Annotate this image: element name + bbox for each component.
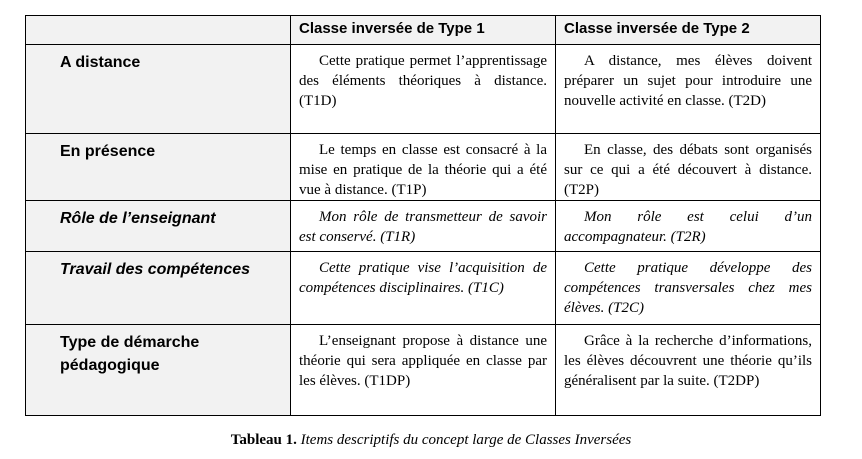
type1-competences-text: Cette pratique vise l’acquisition de compétences disciplinaires. (T1C) [299,260,547,296]
type1-en-presence-text: Le temps en classe est consacré à la mise en pratique de la théorie qui a été vue à distance. (T1P) [299,142,547,198]
table-header-row [26,16,821,45]
row-label-a-distance: A distance [60,54,141,71]
table-row [26,252,821,325]
row-label-travail-competences: Travail des compétences [60,261,251,278]
type1-role-text: Mon rôle de transmetteur de savoir est conservé. (T1R) [299,209,547,245]
type2-cell [556,325,821,416]
caption-text: Items descriptifs du concept large de Classes Inversées [300,432,632,448]
type1-cell [291,134,556,201]
row-label-cell [26,45,291,134]
comparison-table [25,15,821,416]
table-row [26,134,821,201]
type2-en-presence-text: En classe, des débats sont organisés sur ce qui a été découvert à distance. (T2P) [564,142,812,198]
type2-cell [556,134,821,201]
type2-cell [556,201,821,252]
type1-a-distance-text: Cette pratique permet l’apprentissage des éléments théoriques à distance. (T1D) [299,53,547,109]
type2-demarche-text: Grâce à la recherche d’informations, les élèves découvrent une théorie qu’ils généralisent par la suite. (T2DP) [564,333,812,389]
type2-cell [556,45,821,134]
header-type2-cell [556,16,821,45]
type1-cell [291,201,556,252]
header-type1-cell [291,16,556,45]
type2-a-distance-text: A distance, mes élèves doivent préparer un sujet pour introduire une nouvelle activité en classe. (T2D) [564,53,812,109]
header-empty-cell [26,16,291,45]
row-label-cell [26,252,291,325]
row-label-demarche: Type de démarche pédagogique [60,334,200,374]
table-row [26,325,821,416]
type2-cell [556,252,821,325]
table-row [26,201,821,252]
type2-role-text: Mon rôle est celui d’un accompagnateur. (T2R) [564,209,812,245]
type1-demarche-text: L’enseignant propose à distance une théorie qui sera appliquée en classe par les élèves. (T1DP) [299,333,547,389]
type2-competences-text: Cette pratique développe des compétences transversales chez mes élèves. (T2C) [564,260,812,316]
comparison-table-wrapper [25,15,820,416]
header-type2: Classe inversée de Type 2 [564,20,750,37]
header-type1: Classe inversée de Type 1 [299,20,485,37]
type1-cell [291,45,556,134]
row-label-cell [26,325,291,416]
row-label-en-presence: En présence [60,143,156,160]
type1-cell [291,252,556,325]
row-label-role-enseignant: Rôle de l’enseignant [60,210,216,227]
table-caption [0,432,862,449]
caption-label: Tableau 1. [230,432,297,448]
type1-cell [291,325,556,416]
table-row [26,45,821,134]
row-label-cell [26,134,291,201]
row-label-cell [26,201,291,252]
